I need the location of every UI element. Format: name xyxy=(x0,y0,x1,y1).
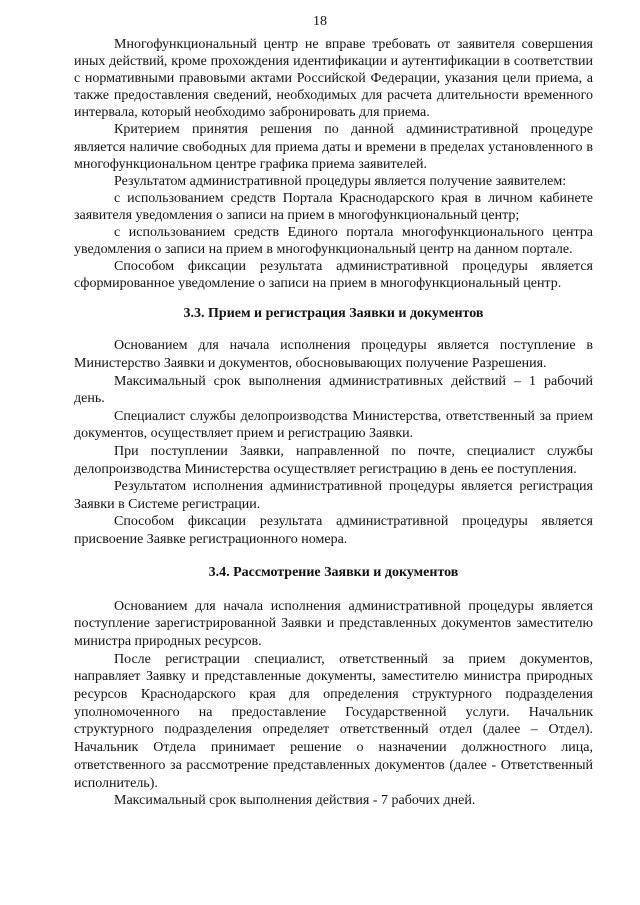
paragraph: После регистрации специалист, ответственный за прием документов, направляет Заявку и представленные документы, заместителю министра природных ресурсов Краснодарского края для определения структурного подразделения уполномоченного на предоставление Государственной услуги. Начальник структурного подразделения определяет ответственный отдел (далее – Отдел). Начальник Отдела принимает решение о назначении должностного лица, ответственного за рассмотрение представленных документов (далее - Ответственный исполнитель). xyxy=(74,651,593,791)
paragraph: Максимальный срок выполнения действия - 7 рабочих дней. xyxy=(114,793,476,809)
paragraph: Максимальный срок выполнения административных действий – 1 рабочий день. xyxy=(74,373,593,407)
section-heading-3-3: 3.3. Прием и регистрация Заявки и документов xyxy=(183,306,484,322)
section-3-3-body xyxy=(74,337,593,548)
paragraph: с использованием средств Портала Краснодарского края в личном кабинете заявителя уведомления о записи на прием в многофункциональный центр; xyxy=(74,190,593,223)
paragraph: Способом фиксации результата административной процедуры является присвоение Заявке регистрационного номера. xyxy=(74,514,593,547)
document-body xyxy=(74,36,593,810)
page-number: 18 xyxy=(313,14,327,29)
paragraph: Специалист службы делопроизводства Министерства, ответственный за прием документов, осуществляет прием и регистрацию Заявки. xyxy=(74,408,593,442)
section-3-4-body xyxy=(74,598,593,810)
paragraph: Критерием принятия решения по данной административной процедуре является наличие свободных для приема даты и времени в пределах установленного в многофункциональном центре графика приема заявителей. xyxy=(74,122,593,172)
paragraph: Результатом административной процедуры является получение заявителем: xyxy=(114,173,567,189)
paragraph: Результатом исполнения административной процедуры является регистрация Заявки в Системе регистрации. xyxy=(74,479,593,512)
paragraph: Многофункциональный центр не вправе требовать от заявителя совершения иных действий, кроме прохождения идентификации и аутентификации в соответствии с нормативными правовыми актами Российской Федерации, указания цели приема, а также предоставления сведений, необходимых для расчета длительности временного интервала, который необходимо забронировать для приема. xyxy=(74,37,593,121)
paragraph: с использованием средств Единого портала многофункционального центра уведомления о записи на прием в многофункциональный центр на данном портале. xyxy=(74,225,593,258)
paragraph: Основанием для начала исполнения процедуры является поступление в Министерство Заявки и документов, обосновывающих получение Разрешения. xyxy=(74,338,593,371)
section-appointment-booking xyxy=(74,36,593,292)
paragraph: Способом фиксации результата административной процедуры является сформированное уведомление о записи на прием в многофункциональный центр. xyxy=(74,259,593,292)
section-heading-3-4: 3.4. Рассмотрение Заявки и документов xyxy=(208,564,459,580)
paragraph: Основанием для начала исполнения административной процедуры является поступление зарегистрированной Заявки и представленных документов заместителю министра природных ресурсов. xyxy=(74,598,593,649)
paragraph: При поступлении Заявки, направленной по почте, специалист службы делопроизводства Министерства осуществляет регистрацию в день ее поступления. xyxy=(74,443,593,477)
